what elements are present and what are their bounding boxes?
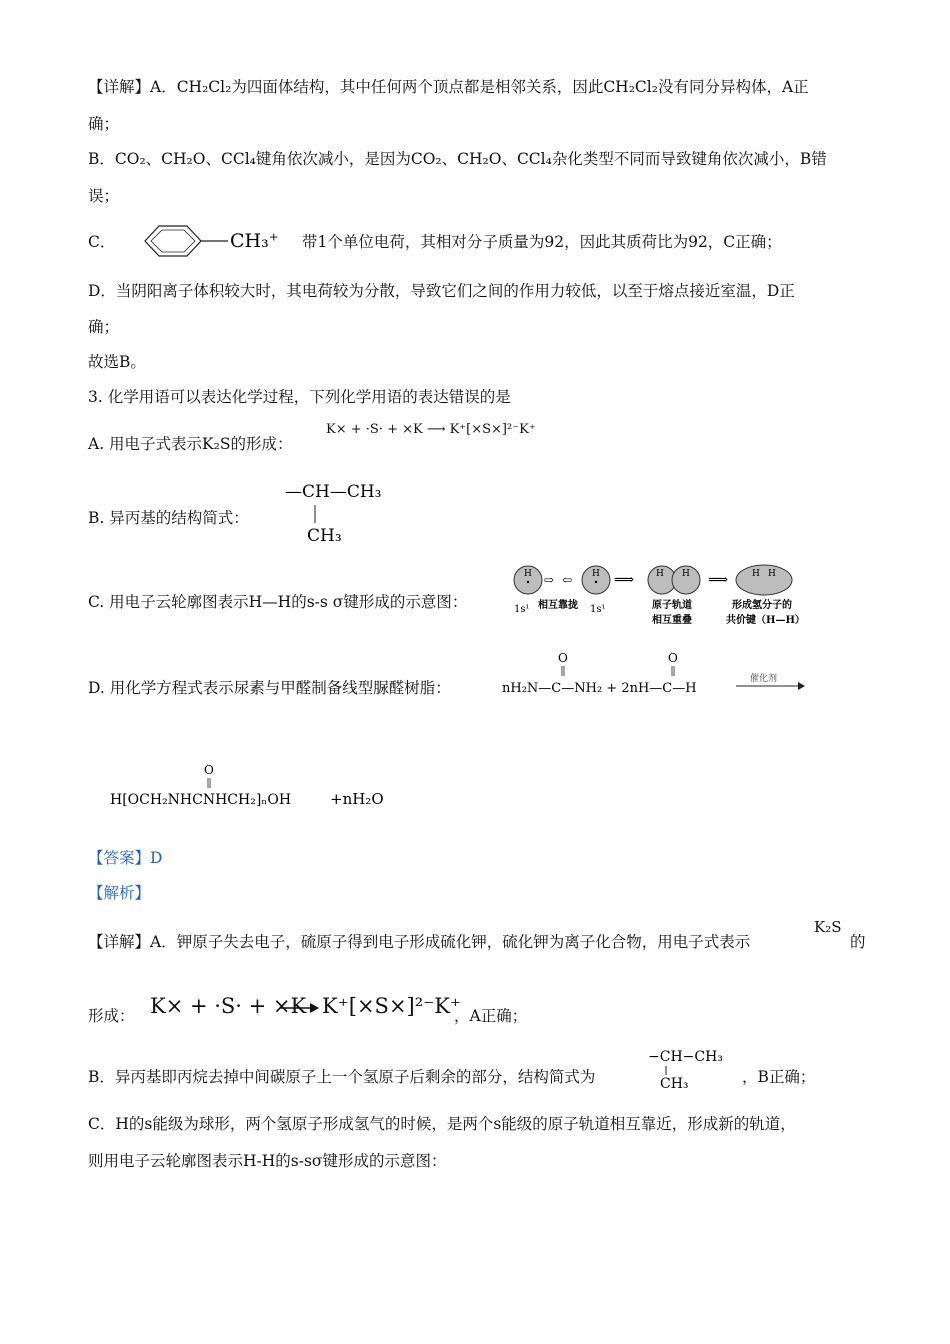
- svg-text:O: O: [558, 651, 568, 665]
- svg-text:H: H: [656, 569, 664, 579]
- svg-text:相互重叠: 相互重叠: [652, 615, 692, 626]
- svg-text:H: H: [768, 569, 776, 579]
- text-line: C．: [88, 233, 116, 251]
- option-a: A. 用电子式表示K₂S的形成：: [88, 435, 293, 453]
- svg-text:⇦: ⇦: [562, 573, 573, 587]
- text-line: 的: [850, 933, 866, 951]
- text-line: B．异丙基即丙烷去掉中间碳原子上一个氢原子后剩余的部分，结构简式为: [88, 1068, 596, 1086]
- option-b: B. 异丙基的结构简式：: [88, 509, 249, 527]
- svg-text:相互靠拢: 相互靠拢: [538, 600, 578, 611]
- k2s-label: K₂S: [814, 918, 842, 936]
- svg-text:⟹: ⟹: [708, 572, 729, 588]
- text-line: B．CO₂、CH₂O、CCl₄键角依次减小，是因为CO₂、CH₂O、CCl₄杂化类型不同而导致键角依次减小，B错: [88, 150, 827, 168]
- toluene-label: CH₃⁺: [230, 230, 279, 252]
- svg-text:CH₃: CH₃: [307, 526, 342, 546]
- k2s-formation-small: K× + ·S· + ×K ⟶ K⁺[×S×]²⁻K⁺: [326, 422, 536, 437]
- question-title: 3. 化学用语可以表达化学过程，下列化学用语的表达错误的是: [88, 388, 511, 406]
- svg-text:⟹: ⟹: [614, 572, 635, 588]
- svg-text:催化剂: 催化剂: [750, 674, 778, 684]
- svg-text:O: O: [204, 763, 214, 777]
- text-line: 确；: [88, 115, 120, 133]
- svg-text:CH₃: CH₃: [660, 1076, 689, 1092]
- toluene-cation-figure: [140, 218, 290, 264]
- resin-product: [108, 760, 388, 812]
- svg-text:−CH−CH₃: −CH−CH₃: [648, 1049, 723, 1065]
- text-line: D．当阴阳离子体积较大时，其电荷较为分散，导致它们之间的作用力较低，以至于熔点接近室温，D正: [88, 282, 795, 300]
- text-line: 形成：: [88, 1007, 135, 1025]
- svg-text:原子轨道: 原子轨道: [652, 600, 692, 611]
- text-line: 则用电子云轮廓图表示H-H的s-sσ键形成的示意图：: [88, 1152, 447, 1170]
- svg-text:H: H: [592, 569, 600, 579]
- k2s-formation-big-left: K× + ·S· + ×K: [150, 994, 307, 1018]
- svg-text:H: H: [752, 569, 760, 579]
- text-line: 确；: [88, 318, 120, 336]
- orbital-overlap-diagram: [510, 562, 810, 628]
- svg-text:1s¹: 1s¹: [514, 604, 530, 615]
- svg-text:H: H: [524, 569, 532, 579]
- svg-text:—CH—CH₃: —CH—CH₃: [285, 482, 382, 502]
- text-line: 【详解】A．CH₂Cl₂为四面体结构，其中任何两个顶点都是相邻关系，因此CH₂Cl₂没有同分异构体，A正: [88, 78, 809, 96]
- svg-text:形成氢分子的: 形成氢分子的: [732, 600, 792, 611]
- arrow-icon: [278, 998, 320, 1018]
- answer-label: 【答案】D: [88, 849, 163, 867]
- text-line: 【详解】A．钾原子失去电子，硫原子得到电子形成硫化钾，硫化钾为离子化合物，用电子式表示: [88, 933, 751, 951]
- text-line: ，B正确；: [742, 1068, 816, 1086]
- option-c: C. 用电子云轮廓图表示H—H的s-s σ键形成的示意图：: [88, 593, 468, 611]
- svg-text:H: H: [682, 569, 690, 579]
- text-line: C．H的s能级为球形，两个氢原子形成氢气的时候，是两个s能级的原子轨道相互靠近，形成新的轨道，: [88, 1115, 796, 1133]
- text-line: 故选B。: [88, 353, 146, 371]
- isopropyl-structure-2: [648, 1044, 738, 1094]
- isopropyl-structure: [285, 478, 415, 550]
- svg-text:O: O: [668, 651, 678, 665]
- text-line: ，A正确；: [454, 1007, 528, 1025]
- text-line: 带1个单位电荷，其相对分子质量为92，因此其质荷比为92，C正确；: [302, 233, 782, 251]
- svg-text:共价键（H—H）: 共价键（H—H）: [726, 615, 805, 626]
- option-d: D. 用化学方程式表示尿素与甲醛制备线型脲醛树脂：: [88, 679, 451, 697]
- k2s-formation-big-right: K⁺[×S×]²⁻K⁺: [322, 994, 462, 1018]
- urea-formaldehyde-reaction: [500, 648, 810, 700]
- svg-text:⇨: ⇨: [544, 573, 555, 587]
- svg-text:1s¹: 1s¹: [590, 604, 606, 615]
- text-line: 误；: [88, 187, 120, 205]
- analysis-label: 【解析】: [88, 884, 151, 902]
- svg-text:H[OCH₂NHCNHCH₂]ₙOH: H[OCH₂NHCNHCH₂]ₙOH: [110, 792, 292, 808]
- svg-text:nH₂N—C—NH₂ + 2nH—C—H: nH₂N—C—NH₂ + 2nH—C—H: [502, 681, 697, 696]
- svg-text:+nH₂O: +nH₂O: [330, 790, 384, 808]
